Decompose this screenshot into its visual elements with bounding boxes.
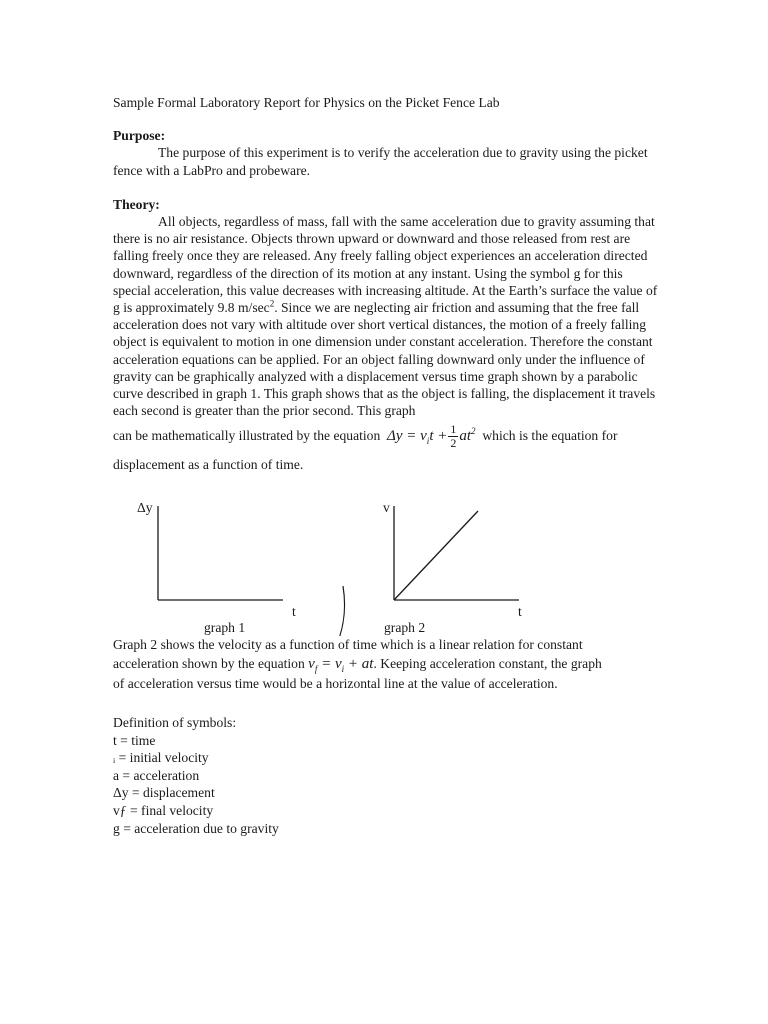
eq-mid: t + [429,428,448,445]
eq2-eq: = v [317,655,342,672]
theory-sup: 2 [269,298,275,309]
graph1-parabola-curve [258,586,345,636]
graph2-text-line3: of acceleration versus time would be a horizontal line at the value of acceleration. [113,675,558,691]
report-title: Sample Formal Laboratory Report for Physics on the Picket Fence Lab [113,95,500,110]
eq-outro: which is the equation for [482,428,618,444]
theory-text-part1: All objects, regardless of mass, fall with the same acceleration due to gravity assuming that there is no air resistance. Objects thrown upward or downward and those released from rest are falling freely once they are released. Any freely falling object experiences an acceleration directed downward, regardless of the direction of its motion at any instant. Using the symbol g for this special acceleration, this value decreases with increasing altitude. At the Earth’s surface the value of g is approximately 9.8 m/sec [113,214,658,316]
definition-item: ᵢ = initial velocity [113,750,209,766]
report-page [113,94,658,837]
eq-sub-i: i [426,436,430,447]
graph2-eq-intro: acceleration shown by the equation [113,655,305,671]
eq-continue: displacement as a function of time. [113,457,304,473]
graph2-eq-outro: . Keeping acceleration constant, the graph [373,655,602,671]
theory-text-part2: . Since we are neglecting air friction and assuming that the free fall acceleration does not vary with altitude over short vertical distances, the motion of a freely falling object is equivalent to motion in one dimension under constant acceleration. Therefore the constant acceleration equations can be applied. For an object falling downward only under the influence of gravity can be graphically analyzed with a displacement versus time graph shown by a parabolic curve described in graph 1. This graph shows that as the object is falling, the displacement it travels each second is greater than the prior second. This graph [113,300,656,419]
eq2-sub-f: f [314,663,318,674]
graphs-area [113,486,658,636]
graph2-velocity-line [394,511,478,600]
definition-item: t = time [113,732,156,748]
theory-heading: Theory: [113,196,160,212]
definition-item: a = acceleration [113,767,200,783]
velocity-equation [308,656,373,672]
purpose-heading: Purpose: [113,128,166,144]
eq2-v: v [308,655,315,672]
graph2-xlabel: t [518,603,522,619]
purpose-text: The purpose of this experiment is to verify the acceleration due to gravity using the picket fence with a LabPro and probeware. [113,145,648,178]
eq-lhs: Δy = v [387,428,427,445]
eq2-rest: + at [344,655,374,672]
definition-item: g = acceleration due to gravity [113,820,279,836]
definitions-heading: Definition of symbols: [113,715,237,731]
theory-text [113,213,658,419]
eq-frac-num: 1 [450,422,457,437]
eq-rhs: at [459,428,472,445]
theory-equation-line [113,423,658,450]
definition-item: vƒ = final velocity [113,803,214,819]
eq-frac-den: 2 [450,436,457,451]
graph2-caption: graph 2 [384,619,426,635]
definition-item: Δy = displacement [113,785,215,801]
eq2-sub-i: i [341,663,345,674]
graph2-text-line1: Graph 2 shows the velocity as a function of time which is a linear relation for constant [113,636,583,652]
displacement-equation [387,422,476,451]
graph1-xlabel: t [292,603,296,619]
eq-intro: can be mathematically illustrated by the equation [113,428,381,444]
definitions-section [113,714,658,837]
graph1-caption: graph 1 [204,619,246,635]
eq-fraction [448,423,458,450]
graph2-ylabel: v [383,499,390,515]
graph1-ylabel: Δy [137,499,153,515]
graph2-equation-line [113,653,658,675]
eq-sup: 2 [471,426,476,437]
